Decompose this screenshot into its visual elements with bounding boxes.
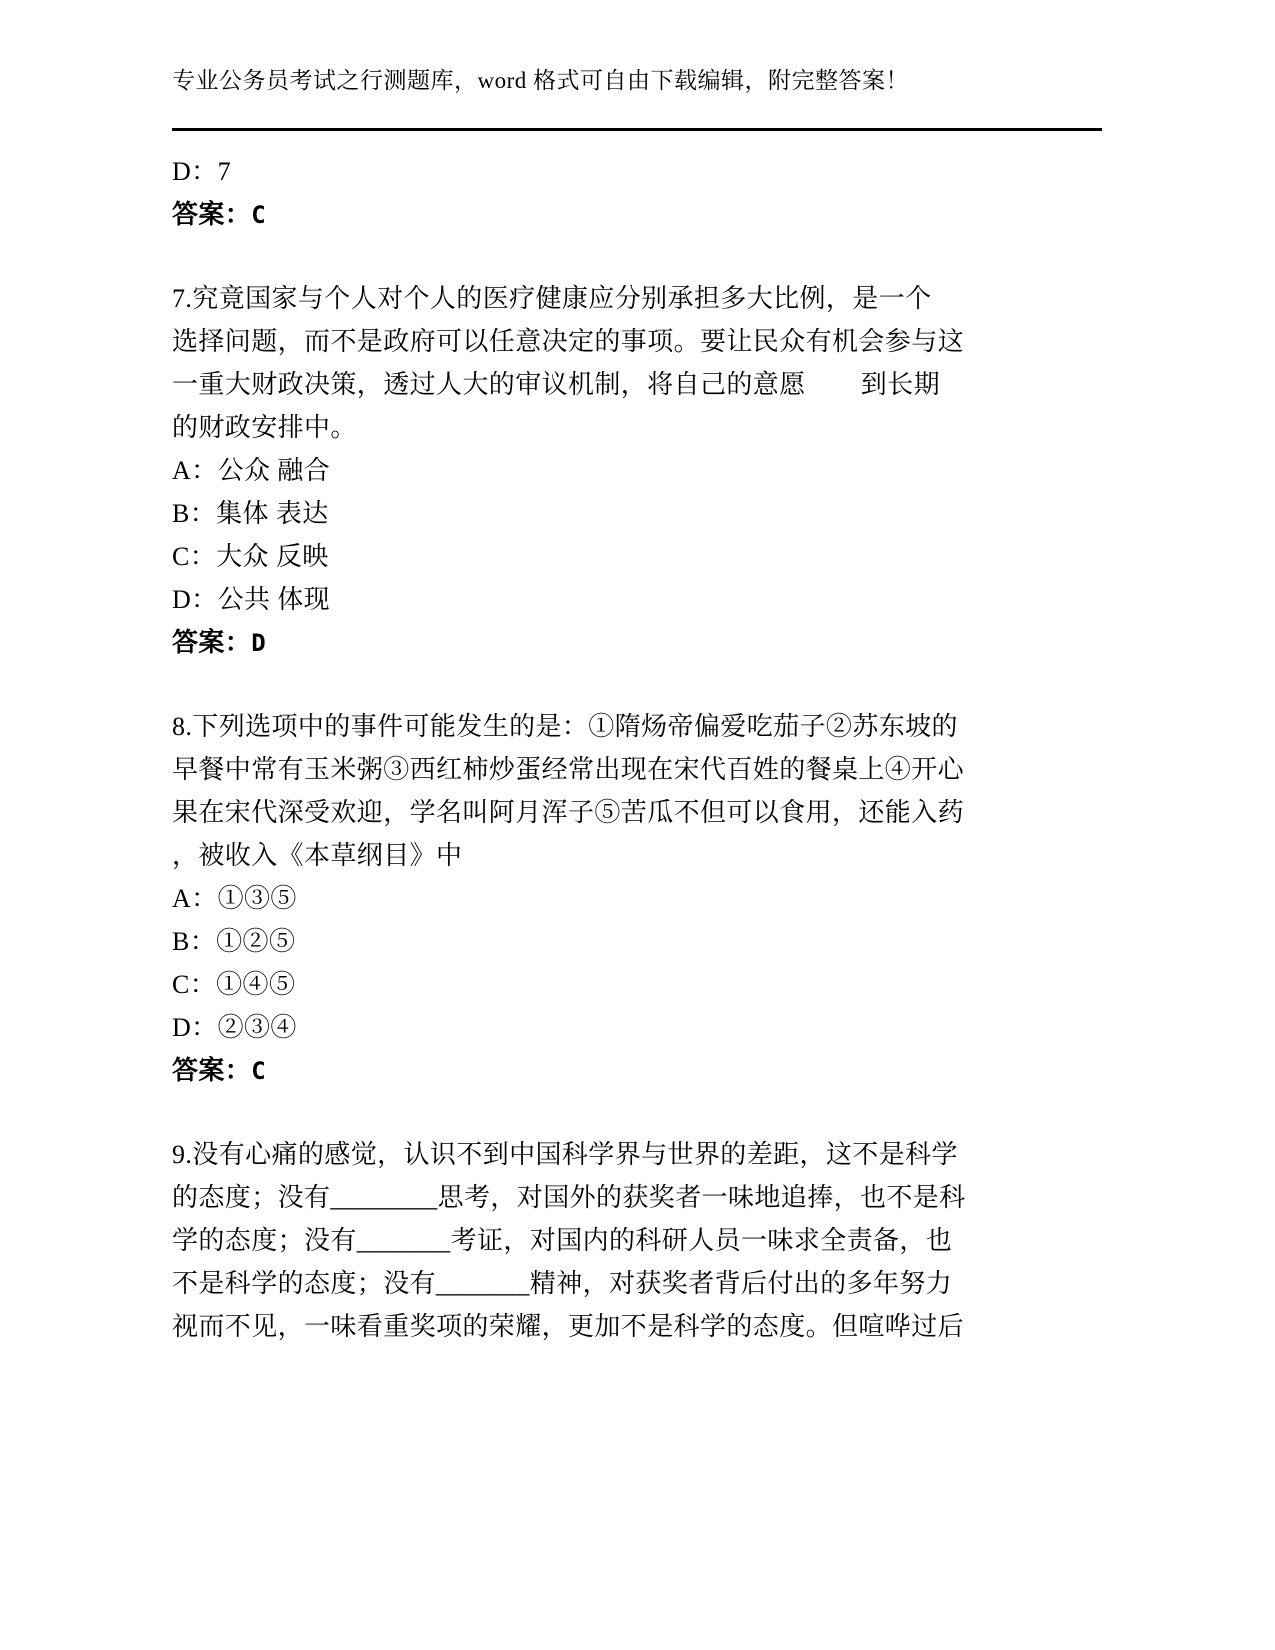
prev-question-option-d: D：7 (172, 157, 231, 186)
page-header: 专业公务员考试之行测题库，word 格式可自由下载编辑，附完整答案！ (172, 68, 910, 93)
question-9-stem-line-2: 的态度；没有________思考，对国外的获奖者一味地追捧，也不是科 (172, 1183, 966, 1212)
question-9-stem-line-5: 视而不见，一味看重奖项的荣耀，更加不是科学的态度。但喧哗过后 (172, 1312, 965, 1341)
question-8-option-c: C：①④⑤ (172, 970, 296, 999)
question-8-stem-line-3: 果在宋代深受欢迎，学名叫阿月浑子⑤苦瓜不但可以食用，还能入药 (172, 798, 965, 827)
question-8-option-a: A：①③⑤ (172, 884, 297, 913)
prev-question-answer (172, 193, 1107, 237)
question-7 (172, 277, 1107, 665)
answer-value: C (251, 201, 267, 229)
question-8-stem-line-4: ，被收入《本草纲目》中 (172, 841, 463, 870)
question-7-stem-line-3: 一重大财政决策，透过人大的审议机制，将自己的意愿 到长期 (172, 370, 941, 399)
question-9-stem-line-4: 不是科学的态度；没有_______精神，对获奖者背后付出的多年努力 (172, 1269, 953, 1298)
question-8-option-b: B：①②⑤ (172, 927, 296, 956)
question-7-stem-line-2: 选择问题，而不是政府可以任意决定的事项。要让民众有机会参与这 (172, 327, 965, 356)
header-divider (172, 128, 1102, 131)
question-7-option-a: A：公众 融合 (172, 456, 331, 485)
question-8-stem-line-1: 8.下列选项中的事件可能发生的是：①隋炀帝偏爱吃茄子②苏东坡的 (172, 712, 958, 741)
question-7-stem-line-1: 7.究竟国家与个人对个人的医疗健康应分别承担多大比例，是一个 (172, 284, 932, 313)
answer-value: D (251, 629, 267, 657)
question-7-stem-line-4: 的财政安排中。 (172, 413, 357, 442)
answer-label: 答案： (172, 1056, 252, 1085)
spacer (172, 665, 1107, 705)
question-7-answer (172, 621, 1107, 665)
question-8-option-d: D：②③④ (172, 1013, 297, 1042)
question-8-answer (172, 1049, 1107, 1093)
question-7-option-d: D：公共 体现 (172, 585, 331, 614)
spacer (172, 1093, 1107, 1133)
question-8 (172, 705, 1107, 1093)
question-7-option-c: C：大众 反映 (172, 542, 329, 571)
question-7-option-b: B：集体 表达 (172, 499, 329, 528)
spacer (172, 237, 1107, 277)
answer-label: 答案： (172, 628, 252, 657)
answer-value: C (251, 1057, 267, 1085)
answer-label: 答案： (172, 200, 252, 229)
question-9 (172, 1133, 1107, 1348)
question-9-stem-line-3: 学的态度；没有_______考证，对国内的科研人员一味求全责备，也 (172, 1226, 953, 1255)
question-9-stem-line-1: 9.没有心痛的感觉，认识不到中国科学界与世界的差距，这不是科学 (172, 1140, 958, 1169)
question-8-stem-line-2: 早餐中常有玉米粥③西红柿炒蛋经常出现在宋代百姓的餐桌上④开心 (172, 755, 965, 784)
document-body (172, 150, 1107, 1348)
